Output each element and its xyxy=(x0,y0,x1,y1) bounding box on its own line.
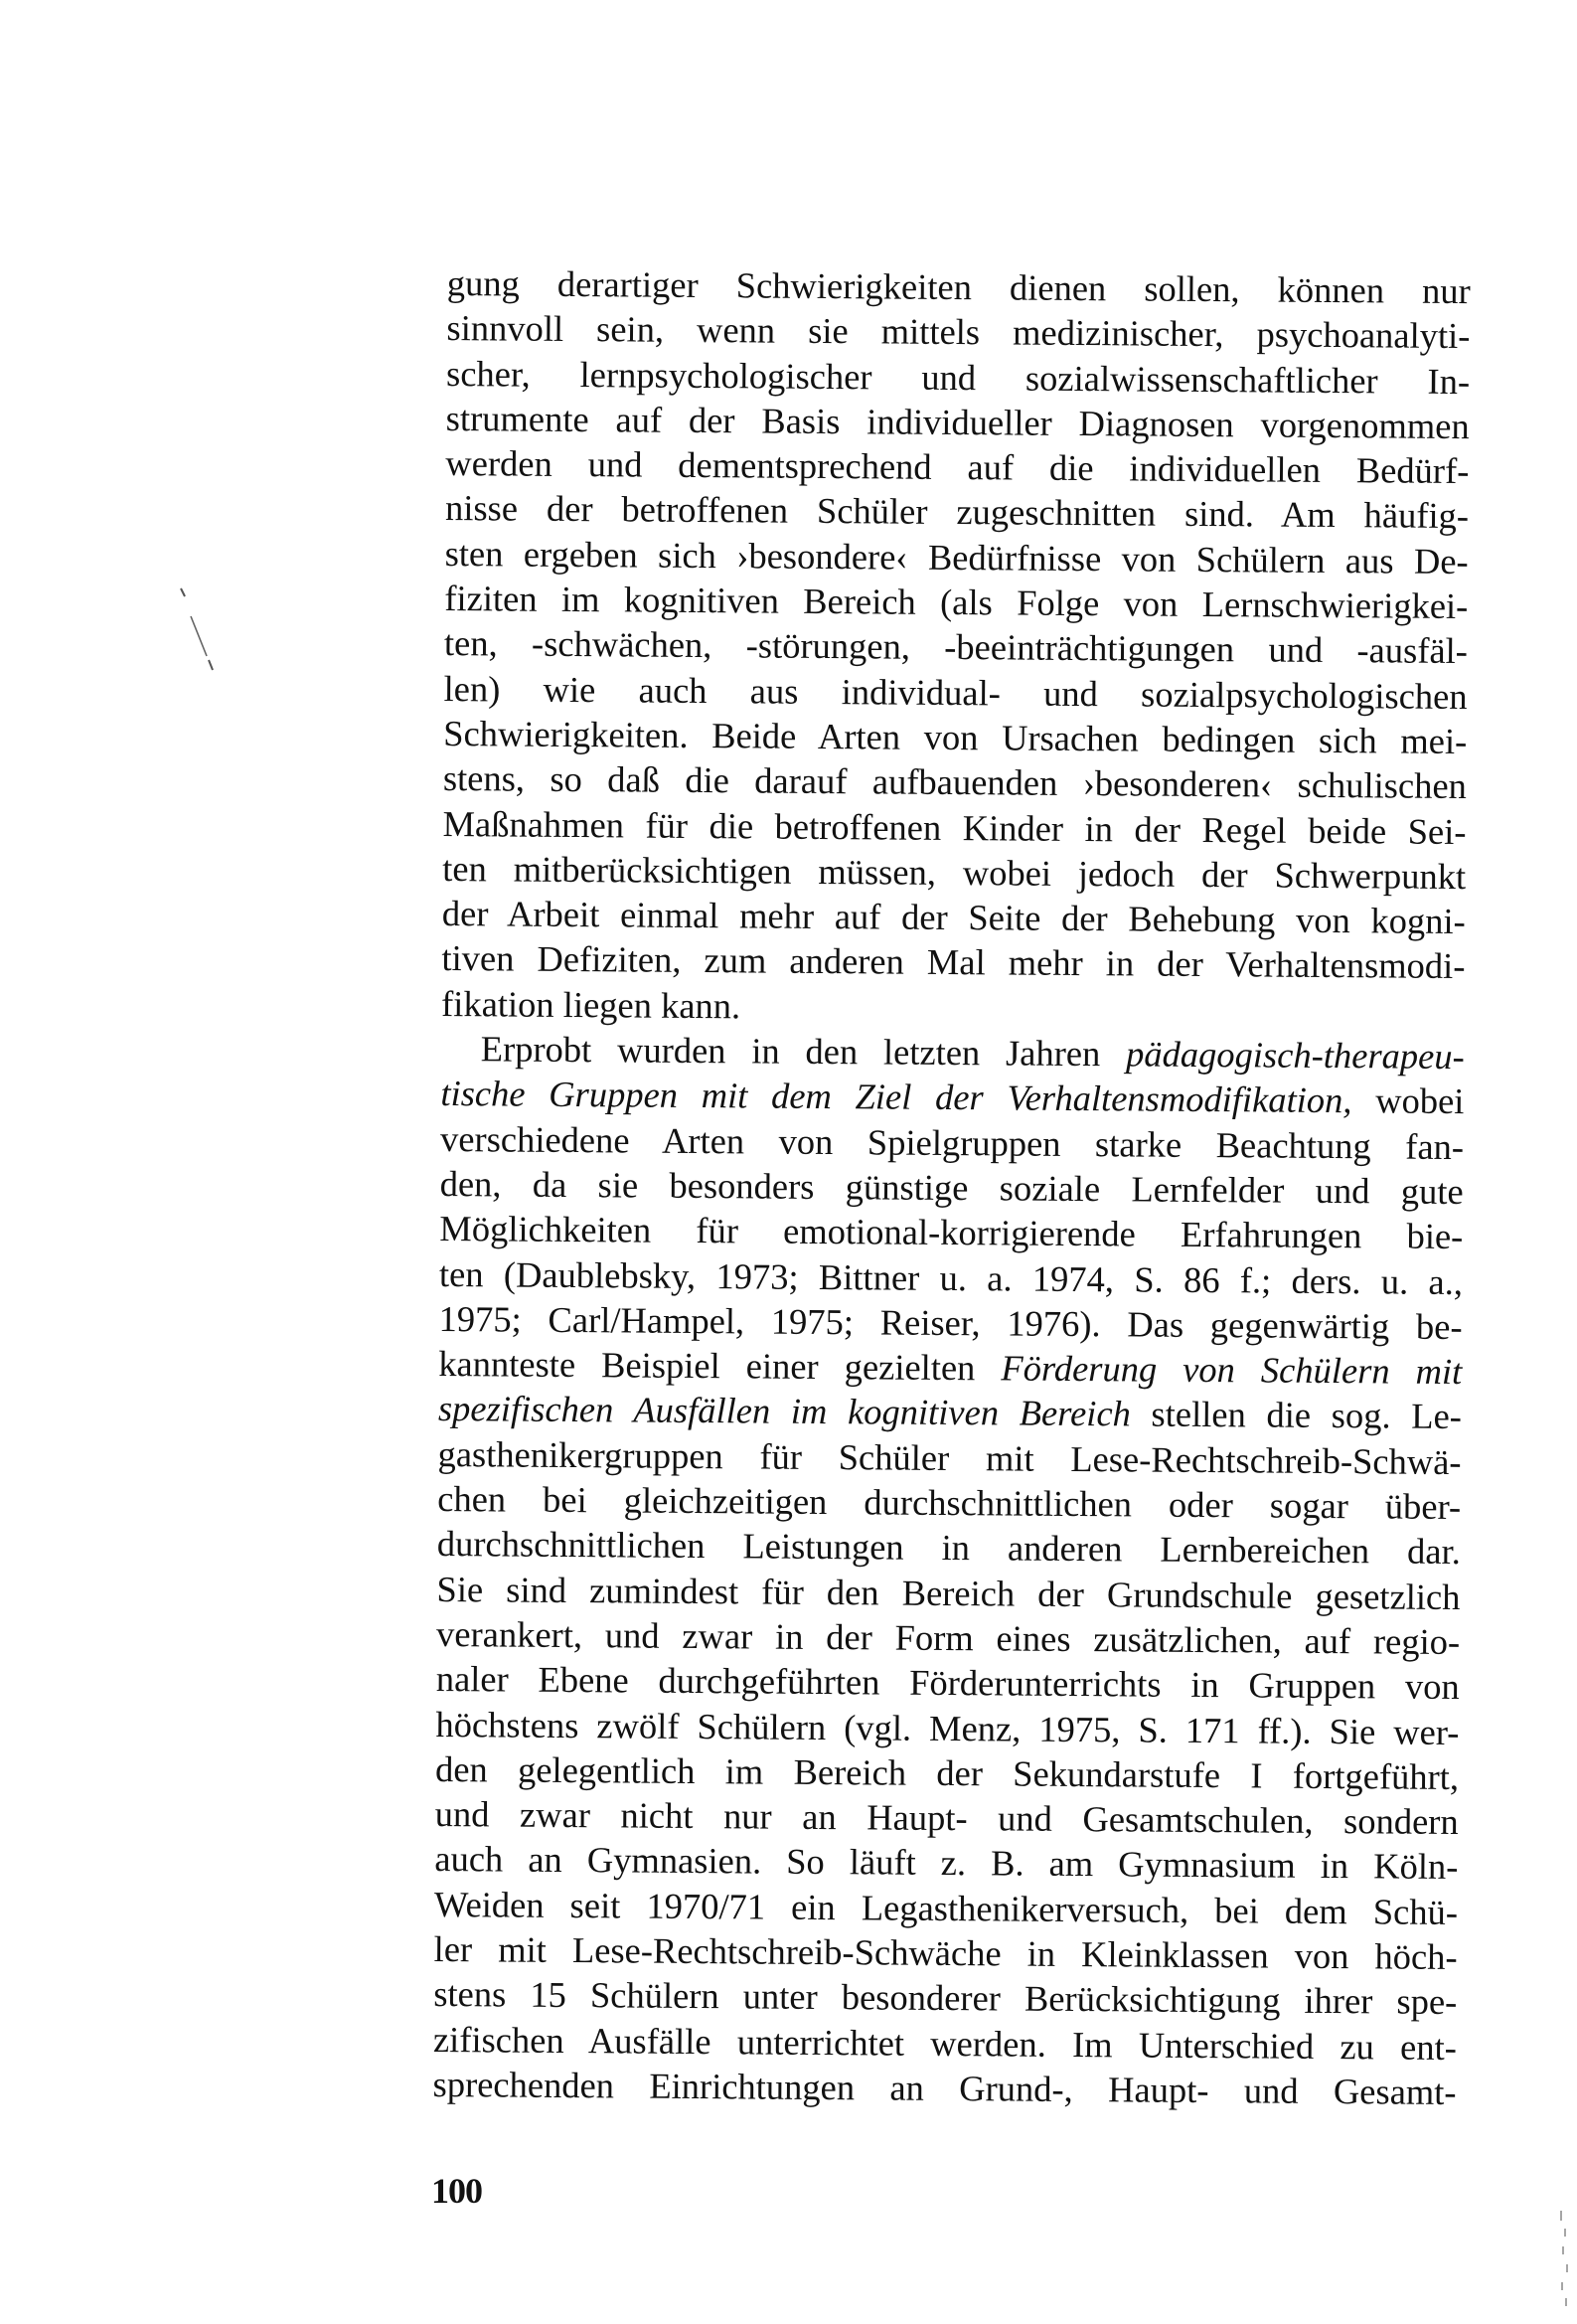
text-line: Sie sind zumindest für den Bereich der Grundschule gesetzlich xyxy=(436,1568,1461,1617)
text-line: den, da sie besonders günstige soziale Lernfelder und gute xyxy=(439,1162,1464,1212)
text-run: stellen die sog. Le- xyxy=(1130,1393,1463,1437)
text-line: auch an Gymnasien. So läuft z. B. am Gymnasium in Köln- xyxy=(434,1838,1459,1888)
italic-run: pädagogisch-therapeu- xyxy=(1125,1033,1465,1078)
text-line xyxy=(441,1026,1465,1079)
text-line: ten, -schwächen, -störungen, -beeinträchtigungen und -ausfäl- xyxy=(443,622,1469,672)
text-line: ler mit Lese-Rechtschreib-Schwäche in Kleinklassen von höch- xyxy=(433,1927,1458,1978)
text-line: den gelegentlich im Bereich der Sekundarstufe I fortgeführt, xyxy=(434,1747,1460,1797)
text-line: gasthenikergruppen für Schüler mit Lese-Rechtschreib-Schwä- xyxy=(437,1432,1462,1482)
text-line: fikation liegen kann. xyxy=(440,982,741,1027)
text-line: Möglichkeiten für emotional-korrigierende Erfahrungen bie- xyxy=(439,1208,1464,1257)
italic-run: spezifischen Ausfällen im kognitiven Bereich xyxy=(437,1388,1132,1434)
text-line: sten ergeben sich ›besondere‹ Bedürfnisse von Schülern aus De- xyxy=(444,532,1469,581)
text-run: Erprobt wurden in den letzten Jahren xyxy=(480,1028,1127,1075)
text-line: verschiedene Arten von Spielgruppen starke Beachtung fan- xyxy=(439,1117,1465,1167)
text-line: ten (Daublebsky, 1973; Bittner u. a. 1974, S. 86 f.; ders. u. a., xyxy=(438,1252,1464,1302)
text-line: len) wie auch aus individual- und sozialpsychologischen xyxy=(443,667,1468,717)
text-line: strumente auf der Basis individueller Diagnosen vorgenommen xyxy=(445,397,1470,446)
text-line: stens 15 Schülern unter besonderer Berücksichtigung ihrer spe- xyxy=(433,1973,1458,2023)
text-line: nisse der betroffenen Schüler zugeschnitten sind. Am häufig- xyxy=(444,487,1470,537)
text-run: kannteste Beispiel einer gezielten xyxy=(438,1343,1002,1389)
text-line xyxy=(438,1341,1462,1394)
text-line: scher, lernpsychologischer und sozialwissenschaftlicher In- xyxy=(445,352,1471,402)
text-line: 1975; Carl/Hampel, 1975; Reiser, 1976). Das gegenwärtig be- xyxy=(438,1297,1463,1347)
italic-run: Förderung von Schülern mit xyxy=(1001,1347,1463,1393)
text-line: der Arbeit einmal mehr auf der Seite der Behebung von kogni- xyxy=(441,893,1466,942)
text-line: Weiden seit 1970/71 ein Legasthenikerversuch, bei dem Schü- xyxy=(433,1883,1459,1932)
text-line: Schwierigkeiten. Beide Arten von Ursachen bedingen sich mei- xyxy=(443,712,1468,762)
text-line: fiziten im kognitiven Bereich (als Folge von Lernschwierigkei- xyxy=(444,578,1469,627)
italic-run: tische Gruppen mit dem Ziel der Verhaltensmodifikation, xyxy=(440,1073,1352,1121)
text-line: chen bei gleichzeitigen durchschnittlichen oder sogar über- xyxy=(437,1477,1462,1528)
text-line: und zwar nicht nur an Haupt- und Gesamtschulen, sondern xyxy=(434,1793,1459,1843)
text-line: tiven Defiziten, zum anderen Mal mehr in der Verhaltensmodi- xyxy=(441,937,1466,987)
text-line: sprechenden Einrichtungen an Grund-, Haupt- und Gesamt- xyxy=(432,2063,1457,2112)
text-line xyxy=(438,1386,1462,1438)
body-text xyxy=(432,260,1471,2114)
page-number: 100 xyxy=(431,2171,482,2211)
text-line: Maßnahmen für die betroffenen Kinder in der Regel beide Sei- xyxy=(442,802,1467,852)
text-line: gung derartiger Schwierigkeiten dienen sollen, können nur xyxy=(446,261,1471,312)
text-line: werden und dementsprechend auf die individuellen Bedürf- xyxy=(445,442,1470,492)
scan-edge-marks xyxy=(1517,2207,1577,2316)
text-line: stens, so daß die darauf aufbauenden ›besonderen‹ schulischen xyxy=(442,757,1468,807)
text-run: wobei xyxy=(1351,1079,1465,1122)
text-line: ten mitberücksichtigen müssen, wobei jedoch der Schwerpunkt xyxy=(442,847,1467,897)
text-line: naler Ebene durchgeführten Förderunterrichts in Gruppen von xyxy=(435,1658,1460,1708)
text-line: durchschnittlichen Leistungen in anderen Lernbereichen dar. xyxy=(436,1523,1461,1573)
text-line: höchstens zwölf Schülern (vgl. Menz, 1975, S. 171 ff.). Sie wer- xyxy=(435,1703,1460,1752)
text-line: verankert, und zwar in der Form eines zusätzlichen, auf regio- xyxy=(435,1612,1461,1662)
text-line: zifischen Ausfälle unterrichtet werden. Im Unterschied zu ent- xyxy=(432,2018,1458,2068)
text-line xyxy=(440,1071,1464,1123)
text-line: sinnvoll sein, wenn sie mittels medizinischer, psychoanalyti- xyxy=(446,307,1471,357)
margin-pencil-mark xyxy=(177,586,237,686)
